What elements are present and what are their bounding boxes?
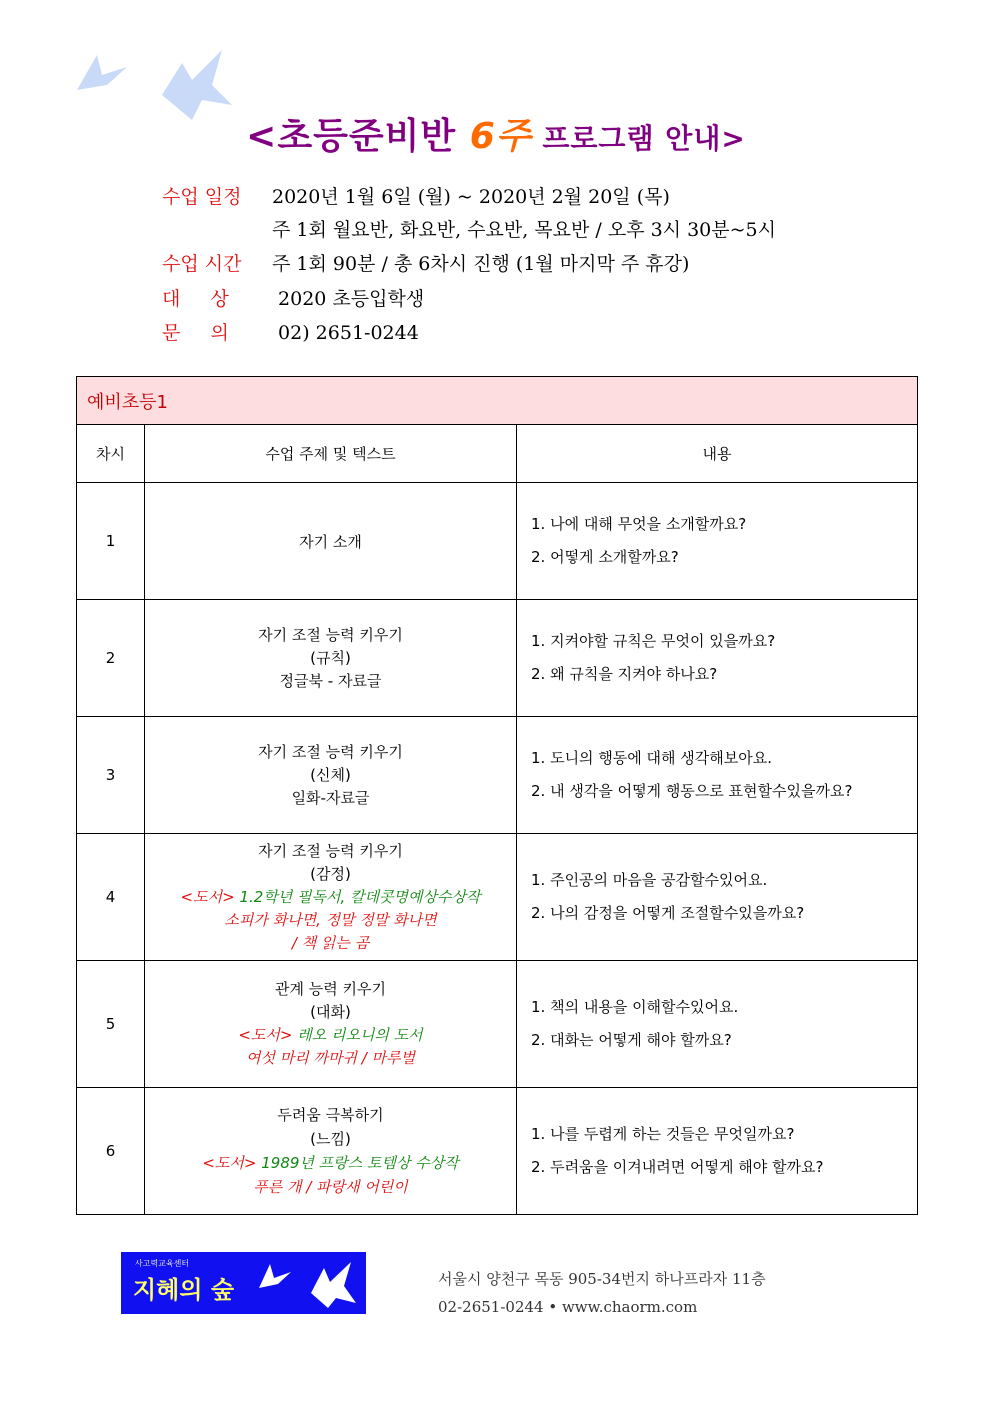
book-title: 여섯 마리 까마귀 / 마루벌: [245, 1049, 416, 1067]
center-logo: [121, 1252, 366, 1314]
topic-line: 자기 조절 능력 키우기: [258, 625, 403, 644]
topic-line: (규칙): [310, 648, 351, 667]
content-line: 1. 나를 두렵게 하는 것들은 무엇일까요?: [531, 1125, 795, 1143]
page-title: [0, 108, 992, 159]
topic-line: 두려움 극복하기: [277, 1106, 384, 1124]
topic-cell: [145, 834, 517, 961]
contact-text: 02-2651-0244 • www.chaorm.com: [438, 1298, 698, 1316]
session-number: 6: [77, 1088, 145, 1215]
book-note: 1989년 프랑스 토템상 수상작: [261, 1154, 459, 1172]
content-cell: [517, 600, 918, 717]
info-label: 수업 일정: [162, 186, 242, 208]
book-title: 푸른 개 / 파랑새 어린이: [253, 1178, 408, 1196]
book-publisher: / 책 읽는 곰: [291, 933, 370, 952]
book-tag: <도서>: [238, 1026, 293, 1044]
table-row: [77, 600, 918, 717]
topic-line: (느낌): [310, 1130, 351, 1148]
topic-line: (감정): [310, 864, 351, 883]
logo-subtitle: 사고력교육센터: [135, 1259, 190, 1268]
session-number: 5: [77, 961, 145, 1088]
content-line: 2. 두려움을 이겨내려면 어떻게 해야 할까요?: [531, 1158, 824, 1176]
topic-cell: [145, 717, 517, 834]
table-row: [77, 1088, 918, 1215]
content-line: 1. 도니의 행동에 대해 생각해보아요.: [531, 749, 773, 767]
logo-name: 지혜의 숲: [133, 1276, 235, 1304]
session-number: 4: [77, 834, 145, 961]
address-text: 서울시 양천구 목동 905-34번지 하나프라자 11층: [438, 1270, 766, 1288]
title-weeks: 6주: [469, 116, 532, 157]
title-main: 초등준비반: [277, 116, 470, 157]
table-row: [77, 961, 918, 1088]
topic-line: (신체): [310, 765, 351, 784]
info-value: 2020년 1월 6일 (월) ~ 2020년 2월 20일 (목): [272, 186, 670, 208]
book-note: 1.2학년 필독서, 칼데콧명예상수상작: [239, 887, 481, 906]
topic-line: 관계 능력 키우기: [275, 980, 386, 998]
content-cell: [517, 834, 918, 961]
content-line: 2. 왜 규칙을 지켜야 하나요?: [531, 665, 718, 683]
info-value: 주 1회 월요반, 화요반, 수요반, 목요반 / 오후 3시 30분~5시: [272, 219, 776, 241]
birds-icon: [256, 1258, 361, 1310]
session-number: 2: [77, 600, 145, 717]
title-bracket: <: [246, 116, 278, 157]
topic-cell: [145, 961, 517, 1088]
info-time: [162, 249, 689, 276]
topic-line: 자기 소개: [299, 532, 362, 551]
title-rest: 프로그램 안내>: [531, 122, 746, 155]
topic-cell: [145, 483, 517, 600]
topic-line: 자기 조절 능력 키우기: [258, 841, 403, 860]
header-session: 차시: [77, 425, 145, 483]
table-row: [77, 483, 918, 600]
topic-cell: [145, 1088, 517, 1215]
topic-line: (대화): [310, 1003, 351, 1021]
book-title: 소피가 화나면, 정말 정말 화나면: [224, 910, 437, 929]
content-line: 1. 지켜야할 규칙은 무엇이 있을까요?: [531, 632, 776, 650]
topic-line: 일화-자료글: [291, 788, 370, 807]
topic-line: 정글북 - 자료글: [279, 671, 382, 690]
content-cell: [517, 483, 918, 600]
content-line: 2. 어떻게 소개할까요?: [531, 548, 679, 566]
book-tag: <도서>: [202, 1154, 257, 1172]
topic-line: 자기 조절 능력 키우기: [258, 742, 403, 761]
table-row: [77, 834, 918, 961]
content-cell: [517, 961, 918, 1088]
info-label: 수업 시간: [162, 253, 242, 275]
book-note: 레오 리오니의 도서: [297, 1026, 423, 1044]
session-number: 3: [77, 717, 145, 834]
info-contact: [162, 318, 419, 345]
content-line: 1. 주인공의 마음을 공감할수있어요.: [531, 871, 768, 889]
info-value: 02) 2651-0244: [278, 322, 419, 344]
content-cell: [517, 717, 918, 834]
info-label: 문 의: [162, 322, 229, 344]
content-line: 2. 내 생각을 어떻게 행동으로 표현할수있을까요?: [531, 782, 853, 800]
topic-cell: [145, 600, 517, 717]
program-table: [76, 376, 918, 1215]
info-schedule-detail: [162, 215, 776, 242]
header-content: 내용: [517, 425, 918, 483]
content-cell: [517, 1088, 918, 1215]
footer-address: [438, 1265, 766, 1321]
book-tag: <도서>: [180, 887, 235, 906]
info-schedule: [162, 182, 670, 209]
content-line: 1. 나에 대해 무엇을 소개할까요?: [531, 515, 747, 533]
header-topic: 수업 주제 및 텍스트: [145, 425, 517, 483]
session-number: 1: [77, 483, 145, 600]
table-caption: 예비초등1: [77, 377, 918, 425]
content-line: 2. 대화는 어떻게 해야 할까요?: [531, 1031, 732, 1049]
table-header-row: [77, 425, 918, 483]
info-label: 대 상: [162, 288, 229, 310]
content-line: 2. 나의 감정을 어떻게 조절할수있을까요?: [531, 904, 805, 922]
info-value: 2020 초등입학생: [278, 288, 425, 310]
info-value: 주 1회 90분 / 총 6차시 진행 (1월 마지막 주 휴강): [272, 253, 690, 275]
info-target: [162, 284, 424, 311]
content-line: 1. 책의 내용을 이해할수있어요.: [531, 998, 739, 1016]
table-row: [77, 717, 918, 834]
